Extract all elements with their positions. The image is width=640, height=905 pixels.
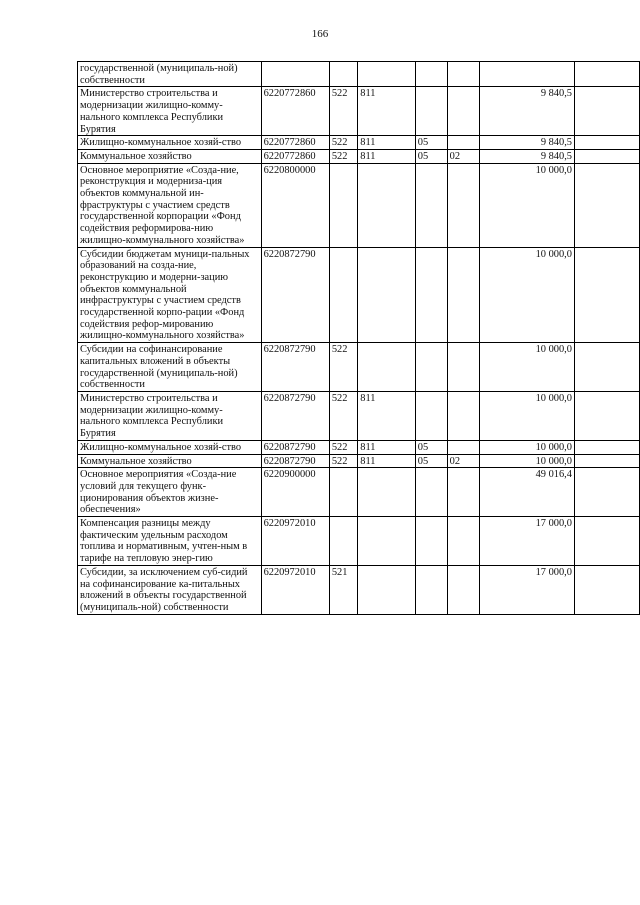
- csr-code-cell: 6220872790: [261, 440, 329, 454]
- row-name-cell: Жилищно-коммунальное хозяй-ство: [78, 136, 262, 150]
- grbs-code-cell: [358, 468, 415, 517]
- csr-code-cell: 6220772860: [261, 136, 329, 150]
- table-row: [78, 87, 640, 136]
- empty-cell: [574, 440, 639, 454]
- expense-type-cell: 522: [329, 136, 357, 150]
- empty-cell: [574, 454, 639, 468]
- expense-type-cell: [329, 517, 357, 566]
- subsection-code-cell: [447, 163, 479, 247]
- grbs-code-cell: [358, 343, 415, 392]
- row-name-cell: Субсидии на софинансирование капитальных вложений в объекты государственной (муниципаль-ной) собственности: [78, 343, 262, 392]
- grbs-code-cell: 811: [358, 440, 415, 454]
- row-name-cell: Коммунальное хозяйство: [78, 149, 262, 163]
- csr-code-cell: 6220800000: [261, 163, 329, 247]
- empty-cell: [574, 565, 639, 614]
- section-code-cell: 05: [415, 440, 447, 454]
- subsection-code-cell: [447, 565, 479, 614]
- amount-cell: 17 000,0: [479, 517, 574, 566]
- amount-cell: 10 000,0: [479, 163, 574, 247]
- subsection-code-cell: [447, 247, 479, 343]
- amount-cell: [479, 62, 574, 87]
- expense-type-cell: 522: [329, 149, 357, 163]
- table-row: [78, 62, 640, 87]
- section-code-cell: [415, 391, 447, 440]
- table-row: [78, 468, 640, 517]
- csr-code-cell: 6220772860: [261, 149, 329, 163]
- grbs-code-cell: 811: [358, 391, 415, 440]
- subsection-code-cell: [447, 136, 479, 150]
- grbs-code-cell: 811: [358, 87, 415, 136]
- csr-code-cell: 6220972010: [261, 565, 329, 614]
- grbs-code-cell: 811: [358, 149, 415, 163]
- csr-code-cell: 6220872790: [261, 454, 329, 468]
- grbs-code-cell: 811: [358, 454, 415, 468]
- table-row: [78, 517, 640, 566]
- table-row: [78, 136, 640, 150]
- table-row: [78, 343, 640, 392]
- expense-type-cell: 521: [329, 565, 357, 614]
- expense-type-cell: 522: [329, 391, 357, 440]
- section-code-cell: 05: [415, 454, 447, 468]
- amount-cell: 10 000,0: [479, 391, 574, 440]
- section-code-cell: [415, 343, 447, 392]
- row-name-cell: Субсидии, за исключением суб-сидий на софинансирование ка-питальных вложений в объекты государственной (муниципаль-ной) собственности: [78, 565, 262, 614]
- table-row: [78, 391, 640, 440]
- table-row: [78, 247, 640, 343]
- row-name-cell: Министерство строительства и модернизации жилищно-комму-нального комплекса Республики Бурятия: [78, 391, 262, 440]
- amount-cell: 9 840,5: [479, 149, 574, 163]
- expense-type-cell: [329, 468, 357, 517]
- empty-cell: [574, 247, 639, 343]
- csr-code-cell: [261, 62, 329, 87]
- section-code-cell: [415, 517, 447, 566]
- expense-type-cell: 522: [329, 454, 357, 468]
- subsection-code-cell: 02: [447, 149, 479, 163]
- empty-cell: [574, 62, 639, 87]
- subsection-code-cell: [447, 343, 479, 392]
- table-row: [78, 163, 640, 247]
- subsection-code-cell: [447, 517, 479, 566]
- csr-code-cell: 6220972010: [261, 517, 329, 566]
- table-row: [78, 440, 640, 454]
- empty-cell: [574, 163, 639, 247]
- empty-cell: [574, 391, 639, 440]
- amount-cell: 49 016,4: [479, 468, 574, 517]
- subsection-code-cell: [447, 391, 479, 440]
- expense-type-cell: 522: [329, 440, 357, 454]
- section-code-cell: [415, 468, 447, 517]
- section-code-cell: 05: [415, 149, 447, 163]
- empty-cell: [574, 149, 639, 163]
- section-code-cell: [415, 247, 447, 343]
- empty-cell: [574, 517, 639, 566]
- page-number: 166: [311, 28, 329, 40]
- subsection-code-cell: 02: [447, 454, 479, 468]
- amount-cell: 17 000,0: [479, 565, 574, 614]
- table-row: [78, 565, 640, 614]
- amount-cell: 10 000,0: [479, 454, 574, 468]
- row-name-cell: государственной (муниципаль-ной) собственности: [78, 62, 262, 87]
- grbs-code-cell: 811: [358, 136, 415, 150]
- expense-type-cell: 522: [329, 87, 357, 136]
- csr-code-cell: 6220872790: [261, 391, 329, 440]
- subsection-code-cell: [447, 440, 479, 454]
- grbs-code-cell: [358, 565, 415, 614]
- row-name-cell: Компенсация разницы между фактическим удельным расходом топлива и нормативным, учтен-ным в тарифе на тепловую энер-гию: [78, 517, 262, 566]
- amount-cell: 10 000,0: [479, 247, 574, 343]
- budget-table: [77, 61, 640, 615]
- grbs-code-cell: [358, 62, 415, 87]
- expense-type-cell: [329, 62, 357, 87]
- expense-type-cell: 522: [329, 343, 357, 392]
- subsection-code-cell: [447, 62, 479, 87]
- row-name-cell: Основное мероприятие «Созда-ние, реконструкция и модерниза-ция объектов коммунальной ин-фраструктуры с участием средств государственной корпорации «Фонд содействия реформирова-нию жилищно-коммунального хозяйства»: [78, 163, 262, 247]
- empty-cell: [574, 468, 639, 517]
- row-name-cell: Субсидии бюджетам муници-пальных образований на созда-ние, реконструкцию и модерни-зацию объектов коммунальной инфраструктуры с участием средств государственной корпо-рации «Фонд содействия рефор-мированию жилищно-коммунального хозяйства»: [78, 247, 262, 343]
- expense-type-cell: [329, 163, 357, 247]
- row-name-cell: Жилищно-коммунальное хозяй-ство: [78, 440, 262, 454]
- amount-cell: 9 840,5: [479, 136, 574, 150]
- amount-cell: 10 000,0: [479, 343, 574, 392]
- row-name-cell: Коммунальное хозяйство: [78, 454, 262, 468]
- section-code-cell: [415, 62, 447, 87]
- csr-code-cell: 6220772860: [261, 87, 329, 136]
- subsection-code-cell: [447, 87, 479, 136]
- table-row: [78, 149, 640, 163]
- empty-cell: [574, 136, 639, 150]
- empty-cell: [574, 87, 639, 136]
- row-name-cell: Основное мероприятия «Созда-ние условий для текущего функ-ционирования объектов жизне-обеспечения»: [78, 468, 262, 517]
- empty-cell: [574, 343, 639, 392]
- grbs-code-cell: [358, 517, 415, 566]
- section-code-cell: [415, 565, 447, 614]
- section-code-cell: [415, 163, 447, 247]
- subsection-code-cell: [447, 468, 479, 517]
- amount-cell: 9 840,5: [479, 87, 574, 136]
- csr-code-cell: 6220872790: [261, 247, 329, 343]
- table-row: [78, 454, 640, 468]
- amount-cell: 10 000,0: [479, 440, 574, 454]
- grbs-code-cell: [358, 163, 415, 247]
- grbs-code-cell: [358, 247, 415, 343]
- csr-code-cell: 6220872790: [261, 343, 329, 392]
- section-code-cell: 05: [415, 136, 447, 150]
- expense-type-cell: [329, 247, 357, 343]
- section-code-cell: [415, 87, 447, 136]
- csr-code-cell: 6220900000: [261, 468, 329, 517]
- row-name-cell: Министерство строительства и модернизации жилищно-комму-нального комплекса Республики Бурятия: [78, 87, 262, 136]
